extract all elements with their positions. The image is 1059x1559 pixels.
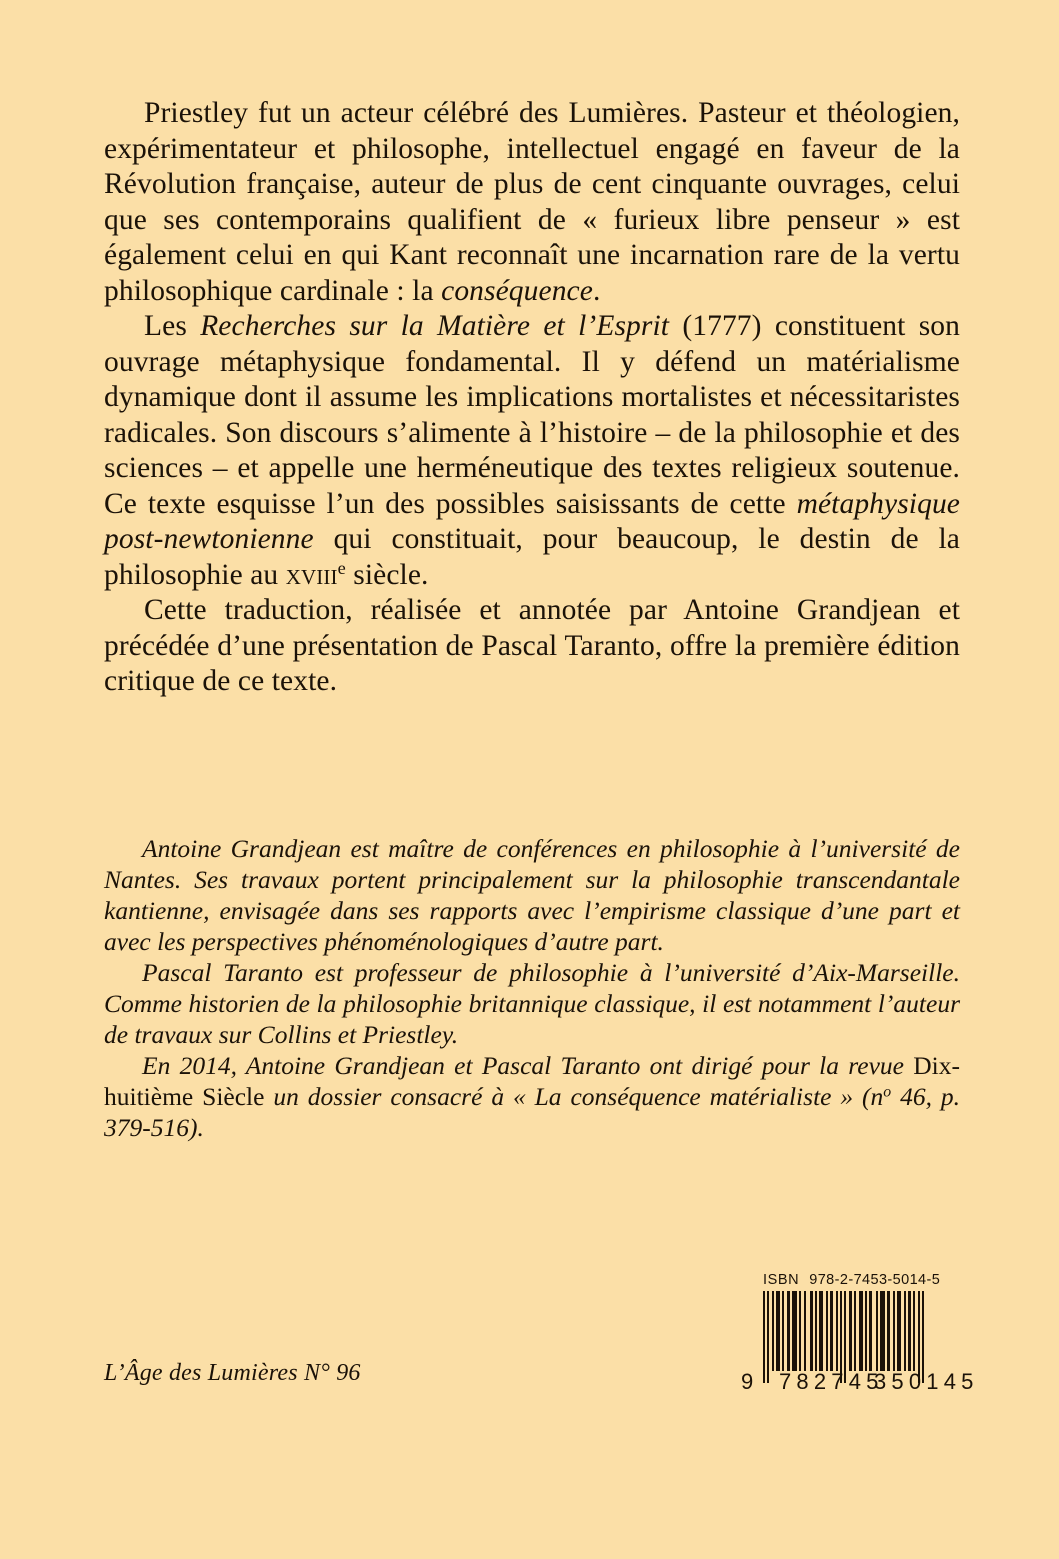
barcode-right-digits: 350145 xyxy=(874,1369,979,1394)
blurb-paragraph-2: Les Recherches sur la Matière et l’Esprit (1777) constituent son ouvrage métaphysique fondamental. Il y défend un matérialisme dynamique dont il assume les implications mortalistes et nécessitaristes radicales. Son discours s’alimente à l’histoire – de la philosophie et des sciences – et appelle une herméneutique des textes religieux soutenue. Ce texte esquisse l’un des possibles saisissants de cette métaphysique post-newtonienne qui constituait, pour beaucoup, le destin de la philosophie au xviii$^e$ siècle. xyxy=(104,310,960,591)
isbn-number: 978-2-7453-5014-5 xyxy=(809,1272,941,1288)
blurb-paragraph-1: Priestley fut un acteur célébré des Lumières. Pasteur et théologien, expérimentateur et philosophe, intellectuel engagé en faveur de la Révolution française, auteur de plus de cent cinquante ouvrages, celui que ses contemporains qualifient de « furieux libre penseur » est également celui en qui Kant reconnaît une incarnation rare de la vertu philosophique cardinale : la conséquence. xyxy=(104,97,960,307)
journal-title-dix-huitieme-siecle: Dix-huitième Siècle xyxy=(104,1051,960,1111)
bio-paragraph-grandjean: Antoine Grandjean est maître de conférences en philosophie à l’université de Nantes. Ses travaux portent principalement sur la philosophie transcendantale kantienne, envisagée dans ses rapports avec l’empirisme classique d’une part et avec les perspectives phénoménologiques d’autre part. xyxy=(104,834,960,956)
series-line: L’Âge des Lumières N° 96 xyxy=(104,1360,361,1386)
barcode-lead-digit: 9 xyxy=(741,1369,755,1394)
ean13-barcode xyxy=(741,1291,979,1394)
author-bios-block xyxy=(104,833,960,1143)
barcode-bars xyxy=(763,1291,960,1371)
isbn-label-word: ISBN xyxy=(763,1272,800,1288)
numero-ordinal-suffix: o xyxy=(883,1083,892,1101)
blurb-text-block xyxy=(104,96,960,700)
isbn-barcode-block xyxy=(741,1272,979,1394)
century-numeral: xviii xyxy=(285,558,338,591)
term-consequence: conséquence xyxy=(441,274,593,307)
century-ordinal-suffix: e xyxy=(337,557,346,578)
barcode-digits xyxy=(741,1369,979,1394)
bio-paragraph-dossier: En 2014, Antoine Grandjean et Pascal Taranto ont dirigé pour la revue Dix-huitième Siècle un dossier consacré à « La conséquence matérialiste » ($n^o$ 46, p. 379-516). xyxy=(104,1051,961,1142)
barcode-left-digits: 782745 xyxy=(779,1369,884,1394)
blurb-paragraph-3: Cette traduction, réalisée et annotée par Antoine Grandjean et précédée d’une présentation de Pascal Taranto, offre la première édition critique de ce texte. xyxy=(104,594,960,697)
bio-paragraph-taranto: Pascal Taranto est professeur de philosophie à l’université d’Aix-Marseille. Comme historien de la philosophie britannique classique, il est notamment l’auteur de travaux sur Collins et Priestley. xyxy=(104,958,960,1049)
term-metaphysique-post-newtonienne: métaphysique post-newtonienne xyxy=(104,487,960,555)
work-title-recherches: Recherches sur la Matière et l’Esprit xyxy=(200,310,670,342)
isbn-label xyxy=(741,1272,960,1291)
